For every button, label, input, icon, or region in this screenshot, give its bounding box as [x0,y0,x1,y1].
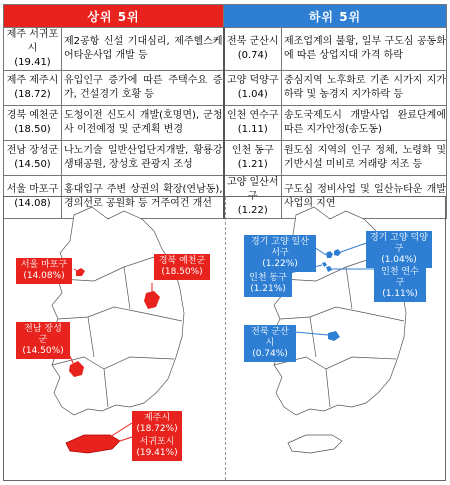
top-desc-cell: 나노기술 일반산업단지개발, 황룡강 생태공원, 장성호 관광지 조성 [62,141,224,176]
map-label-mapo: 서울 마포구 (14.08%) [16,258,72,284]
top-desc-cell: 유입인구 증가에 따른 주택수요 증가, 건설경기 호황 등 [62,71,224,106]
bottom-desc-cell: 송도국제도시 개발사업 완료단계에 따른 지가안정(송도동) [282,106,447,141]
maps-panel [3,196,446,481]
map-label-yecheon: 경북 예천군 (18.50%) [154,254,210,280]
map-label-jangseong: 전남 장성군 (14.50%) [16,322,70,359]
bottom-region-cell: 인천 연수구 (1.11) [224,106,282,141]
peninsula-outline [50,207,184,415]
top-region-cell: 서울 마포구 (14.08) [4,176,62,219]
map-label-gunsan: 전북 군산시 (0.74%) [244,325,296,362]
map-label-ilsanseo: 경기 고양 일산서구 (1.22%) [244,235,316,272]
ranking-table [3,4,447,219]
top-desc-cell: 제2공항 신설 기대심리, 제주헬스케어타운사업 개발 등 [62,28,224,71]
map-label-yeonsu: 인천 연수구 (1.11%) [374,265,426,302]
bottom-region-cell: 고양 일산서구 (1.22) [224,176,282,219]
table-row [4,71,447,106]
bottom5-header: 하위 5위 [224,5,447,28]
jeju-island [66,435,120,453]
table-row [4,28,447,71]
bottom-desc-cell: 중심지역 노후화로 기존 시가지 지가 하락 및 농경지 지가하락 등 [282,71,447,106]
map-label-jeju-city: 제주시 (18.72%) [132,411,182,437]
map-label-deokyang: 경기 고양 덕양구 (1.04%) [366,231,432,268]
table-row [4,106,447,141]
top-region-cell: 제주 서귀포시 (19.41) [4,28,62,71]
bottom-desc-cell: 원도심 지역의 인구 정체, 노령화 및 기반시설 미비로 거래량 저조 등 [282,141,447,176]
bottom-desc-cell: 제조업계의 불황, 일부 구도심 공동화에 따른 상업지대 가격 하락 [282,28,447,71]
map-label-seogwipo: 서귀포시 (19.41%) [132,435,182,461]
top-region-cell: 전남 장성군 (14.50) [4,141,62,176]
bottom-region-cell: 고양 덕양구 (1.04) [224,71,282,106]
top-region-cell: 제주 제주시 (18.72) [4,71,62,106]
jeju-island [288,435,342,453]
top-region-cell: 경북 예천군 (18.50) [4,106,62,141]
table-row [4,141,447,176]
top5-header: 상위 5위 [4,5,224,28]
top-desc-cell: 도청이전 신도시 개발(호명면), 군청사 이전예정 및 군계획 변경 [62,106,224,141]
top-desc-cell: 홍대입구 주변 상권의 확장(연남동), 경의선로 공원화 등 거주여건 개선 [62,176,224,219]
bottom-desc-cell: 구도심 정비사업 및 일산뉴타운 개발사업의 지연 [282,176,447,219]
bottom-region-cell: 전북 군산시 (0.74) [224,28,282,71]
bottom-region-cell: 인천 동구 (1.21) [224,141,282,176]
map-label-incheon-dong: 인천 동구 (1.21%) [244,271,292,297]
